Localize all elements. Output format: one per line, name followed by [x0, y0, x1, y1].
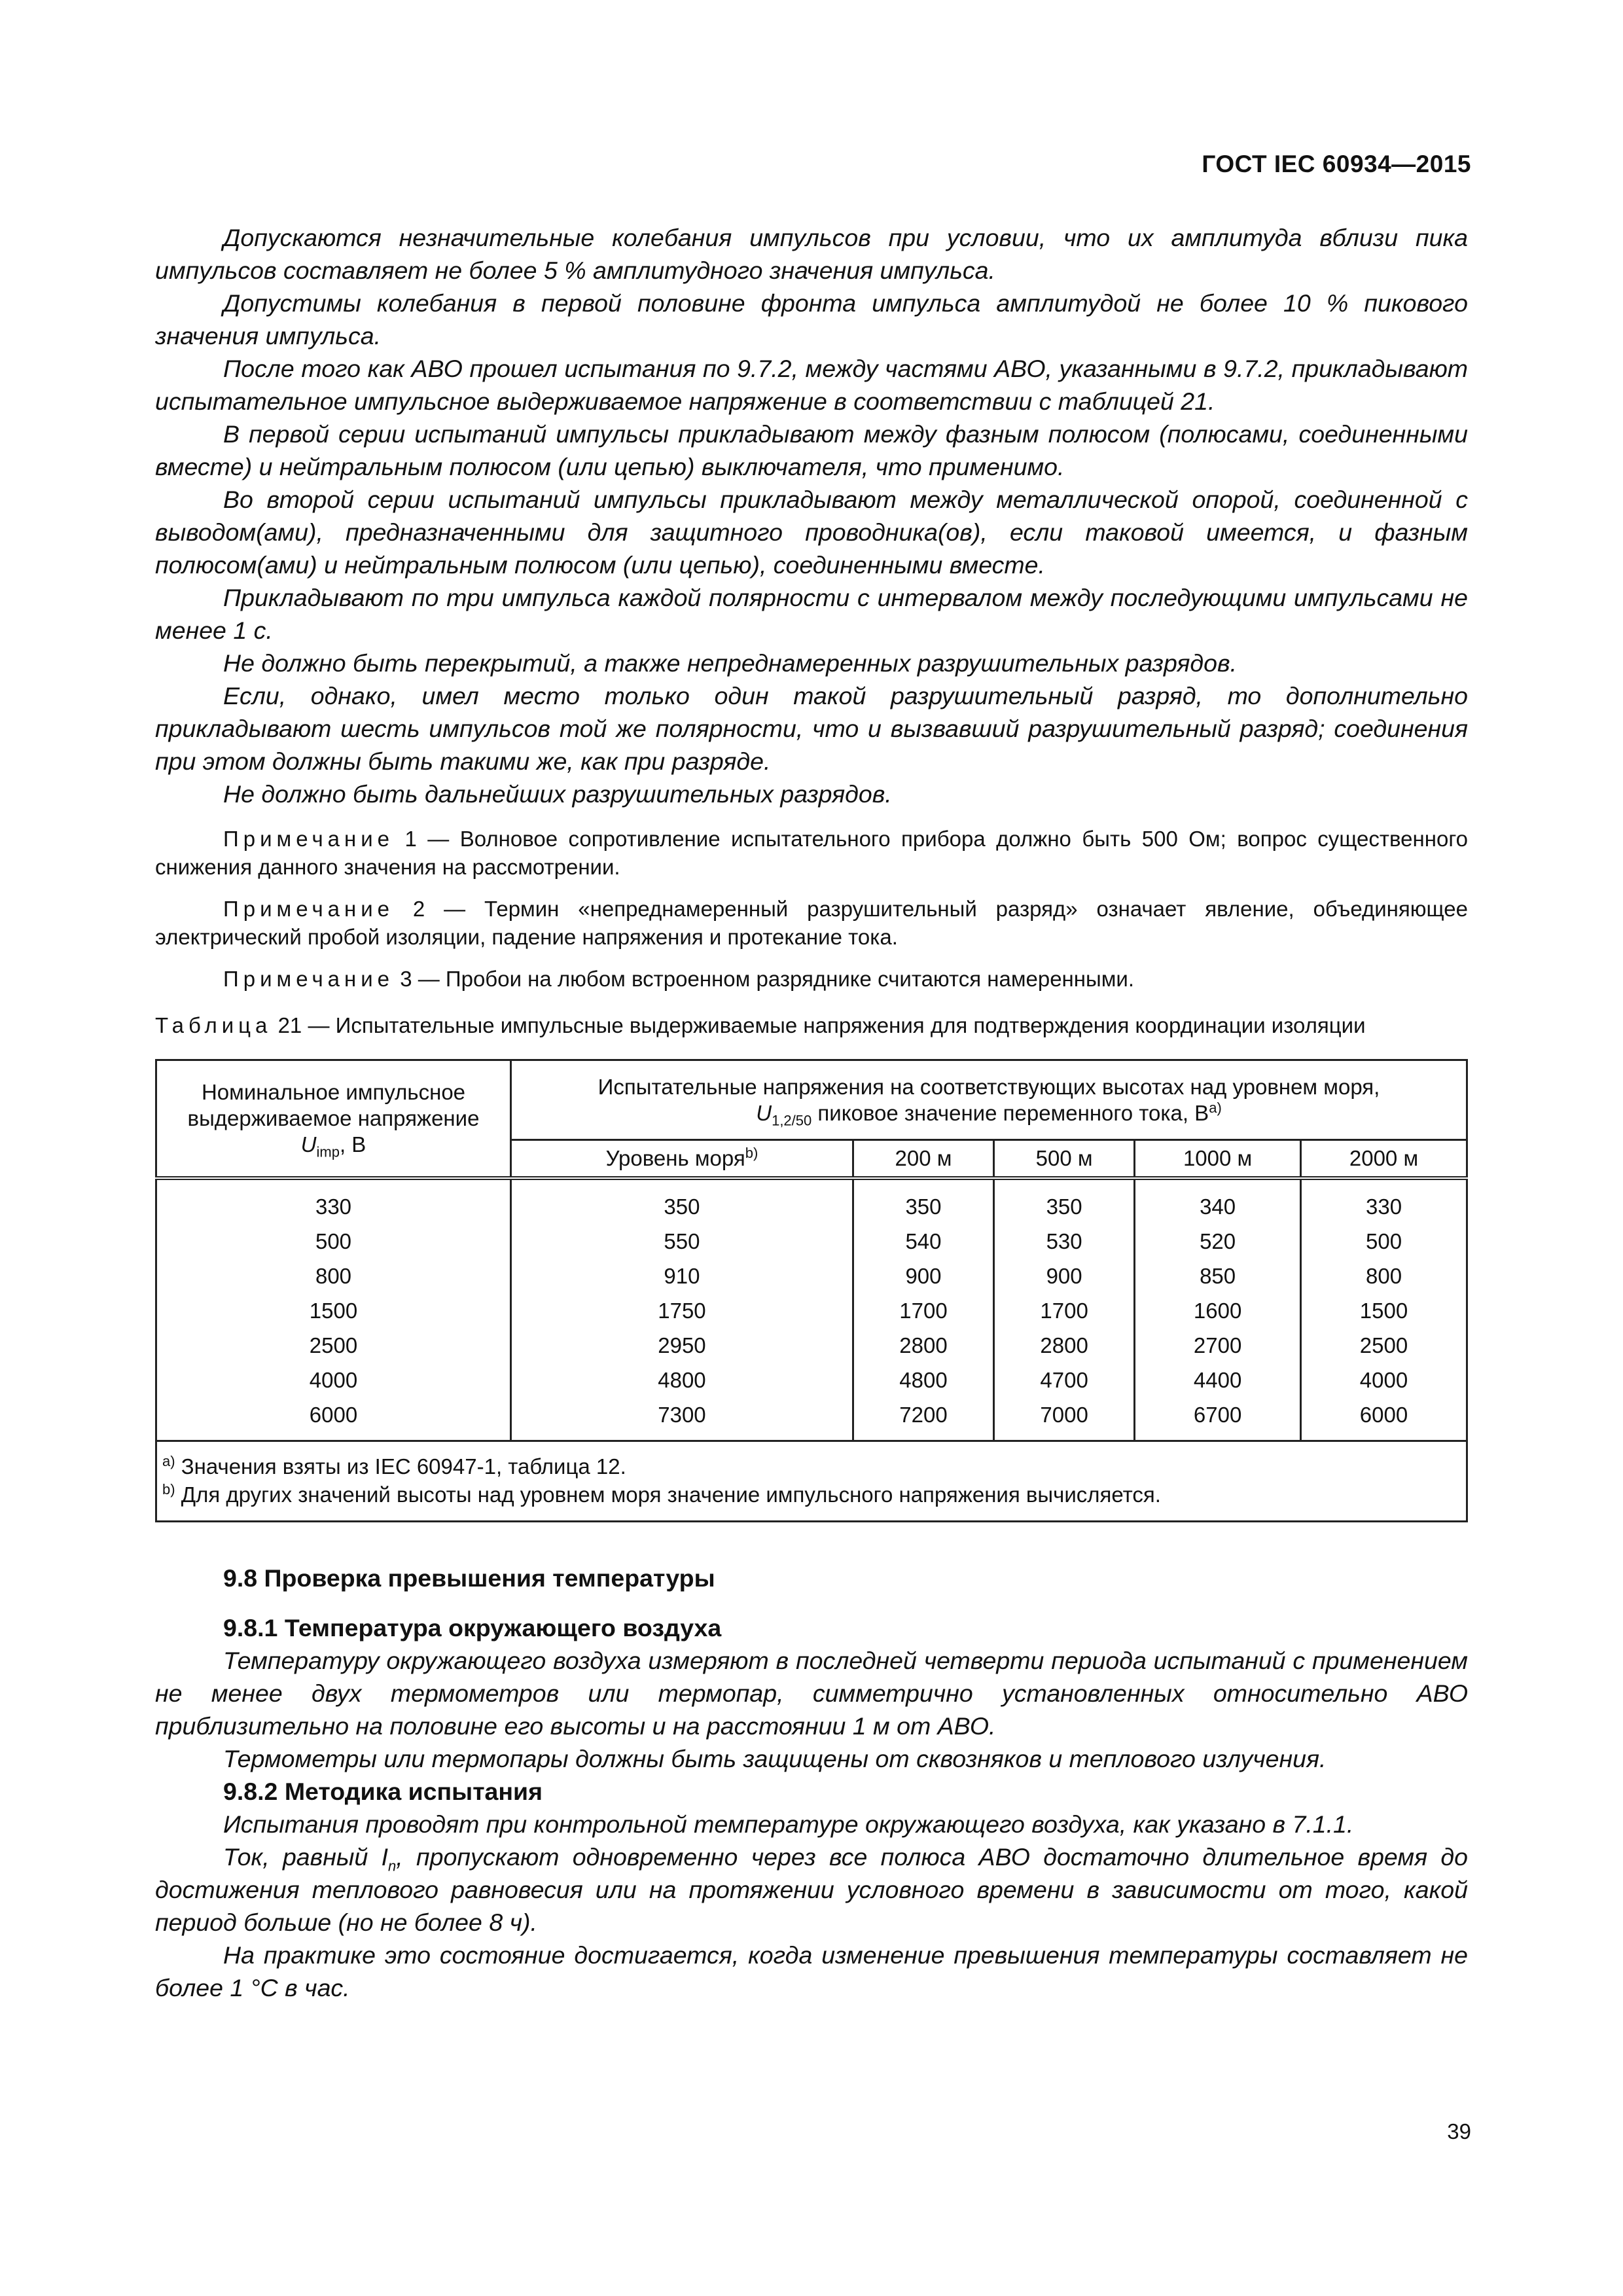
test-voltage-cell: 330	[1301, 1178, 1467, 1224]
header-nominal-subscript: imp	[316, 1143, 340, 1160]
altitude-header	[853, 1140, 993, 1179]
test-voltage-cell: 2950	[511, 1328, 853, 1363]
header-test-symbol: U	[756, 1100, 772, 1125]
note-number: 1	[404, 827, 417, 851]
note-number: 2	[412, 897, 425, 921]
body-paragraph: Температуру окружающего воздуха измеряют в последней четверти периода испытаний с применением не менее двух термометров или термопар, симметрично установленных относительно АВО приблизительно на половине его высоты и на расстоянии 1 м от АВО.	[155, 1647, 1468, 1740]
nominal-voltage-cell: 1500	[156, 1293, 511, 1328]
body-paragraph: Не должно быть дальнейших разрушительных разрядов.	[223, 780, 892, 808]
altitude-label: 2000 м	[1349, 1146, 1419, 1170]
table-caption-text: — Испытательные импульсные выдерживаемые напряжения для подтверждения координации изоляции	[302, 1013, 1366, 1037]
table-caption-label: Таблица	[155, 1013, 272, 1037]
note-label: Примечание	[223, 897, 395, 921]
document-header: ГОСТ IEC 60934—2015	[1202, 151, 1471, 177]
test-voltage-cell: 800	[1301, 1259, 1467, 1293]
body-paragraph: Допускаются незначительные колебания импульсов при условии, что их амплитуда вблизи пика импульсов составляет не более 5 % амплитудного значения импульса.	[155, 224, 1468, 284]
header-test-voltages	[511, 1060, 1467, 1140]
table-row	[156, 1328, 1467, 1363]
table-row	[156, 1259, 1467, 1293]
nominal-voltage-cell: 6000	[156, 1397, 511, 1441]
body-paragraph: Не должно быть перекрытий, а также непреднамеренных разрушительных разрядов.	[223, 649, 1237, 677]
footnote-text: Значения взяты из IEC 60947-1, таблица 12.	[175, 1454, 626, 1479]
header-test-footnote-mark: а)	[1209, 1099, 1222, 1116]
table-row	[156, 1293, 1467, 1328]
subsection-heading: 9.8.1 Температура окружающего воздуха	[223, 1614, 722, 1641]
table-caption-number: 21	[277, 1013, 302, 1037]
test-voltage-cell: 4700	[994, 1363, 1135, 1397]
test-voltage-cell: 7000	[994, 1397, 1135, 1441]
nominal-voltage-cell: 500	[156, 1224, 511, 1259]
test-voltage-cell: 2700	[1135, 1328, 1301, 1363]
notes-block	[155, 825, 1468, 993]
test-voltage-cell: 1600	[1135, 1293, 1301, 1328]
note-label: Примечание	[223, 827, 395, 851]
nominal-voltage-cell: 2500	[156, 1328, 511, 1363]
table-row	[156, 1224, 1467, 1259]
table-footnotes	[156, 1441, 1467, 1522]
body-paragraph	[155, 1840, 1468, 1939]
test-voltage-cell: 900	[853, 1259, 993, 1293]
table-row	[156, 1178, 1467, 1224]
body-paragraph: В первой серии испытаний импульсы прикладывают между фазным полюсом (полюсами, соединенными вместе) и нейтральным полюсом (или цепью) выключателя, что применимо.	[155, 420, 1468, 480]
altitude-label: 500 м	[1035, 1146, 1093, 1170]
note-text: — Пробои на любом встроенном разряднике считаются намеренными.	[412, 967, 1135, 991]
footnote-text: Для других значений высоты над уровнем моря значение импульсного напряжения вычисляется.	[175, 1482, 1161, 1507]
table-row	[156, 1363, 1467, 1397]
test-voltage-cell: 7300	[511, 1397, 853, 1441]
note-1	[155, 825, 1468, 881]
test-voltage-cell: 2800	[994, 1328, 1135, 1363]
test-voltage-cell: 6000	[1301, 1397, 1467, 1441]
header-nominal-line2: выдерживаемое напряжение	[187, 1106, 480, 1130]
header-nominal-line1: Номинальное импульсное	[201, 1080, 466, 1104]
test-voltage-cell: 4800	[511, 1363, 853, 1397]
table-body	[156, 1178, 1467, 1441]
body-paragraph: Если, однако, имел место только один такой разрушительный разряд, то дополнительно прикладывают шесть импульсов той же полярности, что и вызвавший разрушительный разряд; соединения при этом должны быть такими же, как при разряде.	[155, 682, 1468, 775]
test-voltage-cell: 6700	[1135, 1397, 1301, 1441]
test-voltage-cell: 350	[511, 1178, 853, 1224]
footnote-mark: a)	[162, 1453, 175, 1469]
note-3	[155, 965, 1468, 993]
header-nominal-unit: , В	[339, 1132, 366, 1157]
footnote-mark: b)	[162, 1481, 175, 1498]
table-row	[156, 1397, 1467, 1441]
altitude-footnote-mark: b)	[745, 1145, 758, 1161]
test-voltage-cell: 850	[1135, 1259, 1301, 1293]
note-text: — Волновое сопротивление испытательного прибора должно быть 500 Ом; вопрос существенного снижения данного значения на рассмотрении.	[155, 827, 1469, 879]
subsection-heading: 9.8.2 Методика испытания	[223, 1778, 543, 1805]
current-subscript: n	[388, 1857, 397, 1874]
header-nominal-voltage	[156, 1060, 511, 1179]
altitude-header	[1135, 1140, 1301, 1179]
test-voltage-cell: 340	[1135, 1178, 1301, 1224]
text-run: , пропускают одновременно через все полюса АВО достаточно длительное время до достижения теплового равновесия или на протяжении условного времени в зависимости от того, какой период больше (но не более 8 ч).	[155, 1843, 1468, 1936]
footnote-a	[162, 1452, 1461, 1480]
test-voltage-cell: 350	[853, 1178, 993, 1224]
note-text: — Термин «непреднамеренный разрушительный разряд» означает явление, объединяющее электрический пробой изоляции, падение напряжения и протекание тока.	[155, 897, 1469, 949]
nominal-voltage-cell: 4000	[156, 1363, 511, 1397]
nominal-voltage-cell: 800	[156, 1259, 511, 1293]
body-paragraph: Прикладывают по три импульса каждой полярности с интервалом между последующими импульсами не менее 1 с.	[155, 584, 1468, 644]
test-voltage-cell: 500	[1301, 1224, 1467, 1259]
test-voltage-cell: 530	[994, 1224, 1135, 1259]
note-2	[155, 895, 1468, 951]
altitude-label: Уровень моря	[605, 1146, 745, 1170]
body-paragraph: Допустимы колебания в первой половине фронта импульса амплитудой не более 10 % пикового значения импульса.	[155, 289, 1468, 350]
test-voltage-cell: 4000	[1301, 1363, 1467, 1397]
test-voltage-cell: 540	[853, 1224, 993, 1259]
header-nominal-symbol: U	[300, 1132, 317, 1157]
voltage-table	[155, 1059, 1468, 1522]
header-test-rest: пиковое значение переменного тока, В	[812, 1100, 1209, 1125]
page-number: 39	[1447, 2119, 1471, 2144]
body-paragraph: После того как АВО прошел испытания по 9.7.2, между частями АВО, указанными в 9.7.2, прикладывают испытательное импульсное выдерживаемое напряжение в соответствии с таблицей 21.	[155, 355, 1468, 415]
test-voltage-cell: 1700	[853, 1293, 993, 1328]
test-voltage-cell: 520	[1135, 1224, 1301, 1259]
test-voltage-cell: 4800	[853, 1363, 993, 1397]
nominal-voltage-cell: 330	[156, 1178, 511, 1224]
text-run: Ток, равный	[223, 1843, 382, 1871]
test-voltage-cell: 4400	[1135, 1363, 1301, 1397]
altitude-label: 200 м	[895, 1146, 952, 1170]
body-paragraph: Термометры или термопары должны быть защищены от сквозняков и теплового излучения.	[223, 1745, 1327, 1772]
altitude-header	[511, 1140, 853, 1179]
altitude-header	[994, 1140, 1135, 1179]
table-caption	[155, 1011, 1468, 1039]
test-voltage-cell: 350	[994, 1178, 1135, 1224]
note-number: 3	[400, 967, 412, 991]
current-symbol: I	[381, 1843, 389, 1871]
body-paragraph: Во второй серии испытаний импульсы прикладывают между металлической опорой, соединенной с выводом(ами), предназначенными для защитного проводника(ов), если таковой имеется, и фазным полюсом(ами) и нейтральным полюсом (или цепью), соединенными вместе.	[155, 486, 1468, 579]
page-content	[155, 221, 1468, 2004]
test-voltage-cell: 910	[511, 1259, 853, 1293]
altitude-header	[1301, 1140, 1467, 1179]
header-test-subscript: 1,2/50	[772, 1112, 812, 1129]
footnote-b	[162, 1480, 1461, 1509]
test-voltage-cell: 1500	[1301, 1293, 1467, 1328]
test-voltage-cell: 900	[994, 1259, 1135, 1293]
body-paragraph: Испытания проводят при контрольной температуре окружающего воздуха, как указано в 7.1.1.	[223, 1810, 1354, 1838]
test-voltage-cell: 1700	[994, 1293, 1135, 1328]
altitude-label: 1000 м	[1183, 1146, 1253, 1170]
section-heading: 9.8 Проверка превышения температуры	[223, 1564, 715, 1592]
test-voltage-cell: 7200	[853, 1397, 993, 1441]
test-voltage-cell: 1750	[511, 1293, 853, 1328]
body-paragraph: На практике это состояние достигается, когда изменение превышения температуры составляет не более 1 °С в час.	[155, 1941, 1468, 2001]
test-voltage-cell: 550	[511, 1224, 853, 1259]
note-label: Примечание	[223, 967, 395, 991]
test-voltage-cell: 2800	[853, 1328, 993, 1363]
header-test-line1: Испытательные напряжения на соответствующих высотах над уровнем моря,	[597, 1074, 1380, 1099]
test-voltage-cell: 2500	[1301, 1328, 1467, 1363]
